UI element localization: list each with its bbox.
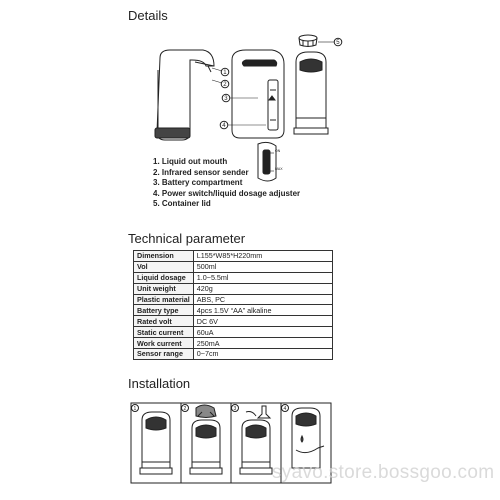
installation-step-1 (131, 403, 181, 483)
step-label-4: 4 (283, 406, 287, 412)
details-title: Details (128, 8, 168, 23)
param-key: Liquid dosage (134, 272, 194, 283)
param-value: 0~7cm (193, 349, 332, 360)
param-key: Plastic material (134, 294, 194, 305)
step-label-1: 1 (133, 406, 137, 412)
param-key: Rated volt (134, 316, 194, 327)
param-key: Unit weight (134, 283, 194, 294)
param-value: 420g (193, 283, 332, 294)
param-key: Vol (134, 261, 194, 272)
param-key: Battery type (134, 305, 194, 316)
list-item: 2. Infrared sensor sender (153, 167, 249, 177)
param-key: Static current (134, 327, 194, 338)
param-value: L155*W85*H220mm (193, 251, 332, 262)
step-label-2: 2 (183, 406, 187, 412)
switch-max-label: MAX (275, 167, 283, 171)
param-key: Work current (134, 338, 194, 349)
list-item: 3. Battery compartment (153, 178, 243, 188)
callout-label-2: 2 (223, 82, 227, 89)
switch-on-label: ON (275, 149, 281, 153)
technical-parameter-title: Technical parameter (128, 231, 246, 246)
list-item: 5. Container lid (153, 199, 211, 209)
param-value: 250mA (193, 338, 332, 349)
list-item: 4. Power switch/liquid dosage adjuster (153, 188, 301, 198)
param-value: 1.0~5.5ml (193, 272, 332, 283)
callout-label-5: 5 (336, 40, 340, 47)
param-key: Dimension (134, 251, 194, 262)
param-value: 500ml (193, 261, 332, 272)
callout-label-1: 1 (223, 70, 227, 77)
step-label-3: 3 (233, 406, 237, 412)
param-value: 60uA (193, 327, 332, 338)
installation-title: Installation (128, 376, 191, 391)
installation-step-2 (181, 403, 231, 483)
callout-label-3: 3 (224, 96, 228, 103)
list-item: 1. Liquid out mouth (153, 157, 228, 166)
param-value: DC 6V (193, 316, 332, 327)
param-value: ABS, PC (193, 294, 332, 305)
watermark: syavo.store.bossgoo.com (272, 462, 495, 483)
param-key: Sensor range (134, 349, 194, 360)
callout-label-4: 4 (222, 123, 226, 130)
param-value: 4pcs 1.5V “AA” alkaline (193, 305, 332, 316)
